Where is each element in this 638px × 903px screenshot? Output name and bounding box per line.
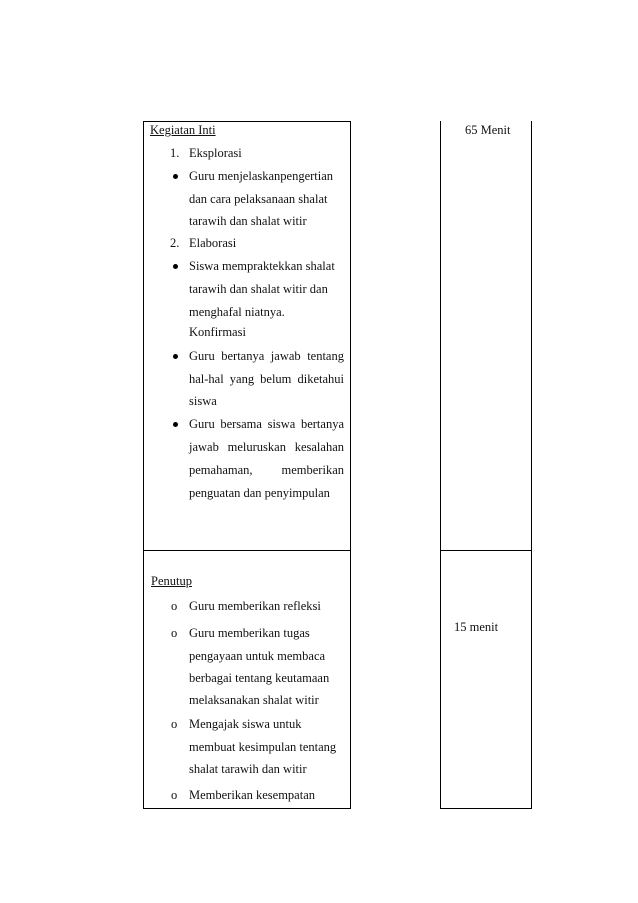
word: bertanya — [300, 417, 344, 431]
eksplorasi-label: Eksplorasi — [189, 146, 242, 160]
kegiatan-inti-time: 65 Menit — [465, 123, 511, 137]
table-left-border — [143, 121, 144, 809]
word: bersama — [220, 417, 262, 431]
word: yang — [229, 372, 255, 386]
kegiatan-inti-heading: Kegiatan Inti — [150, 123, 216, 137]
table-top-border — [143, 121, 351, 122]
word: pemahaman, — [189, 463, 253, 477]
penutup-item-line: pengayaan untuk membaca — [189, 649, 326, 663]
penutup-item-line: melaksanakan shalat witir — [189, 693, 319, 707]
table-row-divider-right — [440, 550, 532, 551]
word: Guru — [189, 349, 215, 363]
konfirmasi-bullet-2-line-4: penguatan dan penyimpulan — [189, 486, 330, 500]
konfirmasi-bullet-2-line-1 — [189, 418, 344, 431]
penutup-heading: Penutup — [151, 574, 192, 588]
circle-bullet-icon: o — [171, 788, 178, 802]
table-row-divider — [143, 550, 351, 551]
table-bottom-border-right — [440, 808, 532, 809]
penutup-item-line: membuat kesimpulan tentang — [189, 740, 337, 754]
bullet-dot-icon — [173, 174, 178, 179]
penutup-item-line: Mengajak siswa untuk — [189, 717, 302, 731]
bullet-dot-icon — [173, 422, 178, 427]
circle-bullet-icon: o — [171, 717, 178, 731]
konfirmasi-bullet-2-line-3 — [189, 464, 344, 477]
konfirmasi-bullet-1-line-1 — [189, 350, 344, 363]
word: diketahui — [297, 372, 344, 386]
word: jawab — [270, 349, 301, 363]
penutup-item-line: Guru memberikan refleksi — [189, 599, 321, 613]
penutup-time: 15 menit — [454, 620, 499, 634]
konfirmasi-label: Konfirmasi — [189, 325, 246, 339]
circle-bullet-icon: o — [171, 626, 178, 640]
table-bottom-border — [143, 808, 351, 809]
penutup-item-line: shalat tarawih dan witir — [189, 762, 307, 776]
elaborasi-number: 2. — [170, 236, 180, 250]
eksplorasi-number: 1. — [170, 146, 180, 160]
elaborasi-bullet-line: menghafal niatnya. — [189, 305, 285, 319]
table-col-divider-1 — [350, 121, 351, 809]
word: siswa — [267, 417, 296, 431]
konfirmasi-bullet-1-line-3: siswa — [189, 394, 217, 408]
eksplorasi-bullet-line: tarawih dan shalat witir — [189, 214, 307, 228]
bullet-dot-icon — [173, 354, 178, 359]
elaborasi-bullet-line: tarawih dan shalat witir dan — [189, 282, 328, 296]
eksplorasi-bullet-line: dan cara pelaksanaan shalat — [189, 192, 328, 206]
word: belum — [260, 372, 292, 386]
circle-bullet-icon: o — [171, 599, 178, 613]
elaborasi-bullet-line: Siswa mempraktekkan shalat — [189, 259, 335, 273]
table-right-border — [531, 121, 532, 809]
word: tentang — [307, 349, 344, 363]
word: jawab — [189, 440, 219, 454]
penutup-item-line: Guru memberikan tugas — [189, 626, 310, 640]
penutup-item-line: berbagai tentang keutamaan — [189, 671, 330, 685]
penutup-item-line: Memberikan kesempatan — [189, 788, 315, 802]
word: memberikan — [281, 463, 344, 477]
word: meluruskan — [227, 440, 286, 454]
word: bertanya — [221, 349, 265, 363]
elaborasi-label: Elaborasi — [189, 236, 237, 250]
word: kesalahan — [294, 440, 344, 454]
konfirmasi-bullet-1-line-2 — [189, 373, 344, 386]
konfirmasi-bullet-2-line-2 — [189, 441, 344, 454]
word: hal-hal — [189, 372, 224, 386]
eksplorasi-bullet-line: Guru menjelaskanpengertian — [189, 169, 334, 183]
bullet-dot-icon — [173, 264, 178, 269]
table-col-divider-2 — [440, 121, 441, 809]
word: Guru — [189, 417, 215, 431]
